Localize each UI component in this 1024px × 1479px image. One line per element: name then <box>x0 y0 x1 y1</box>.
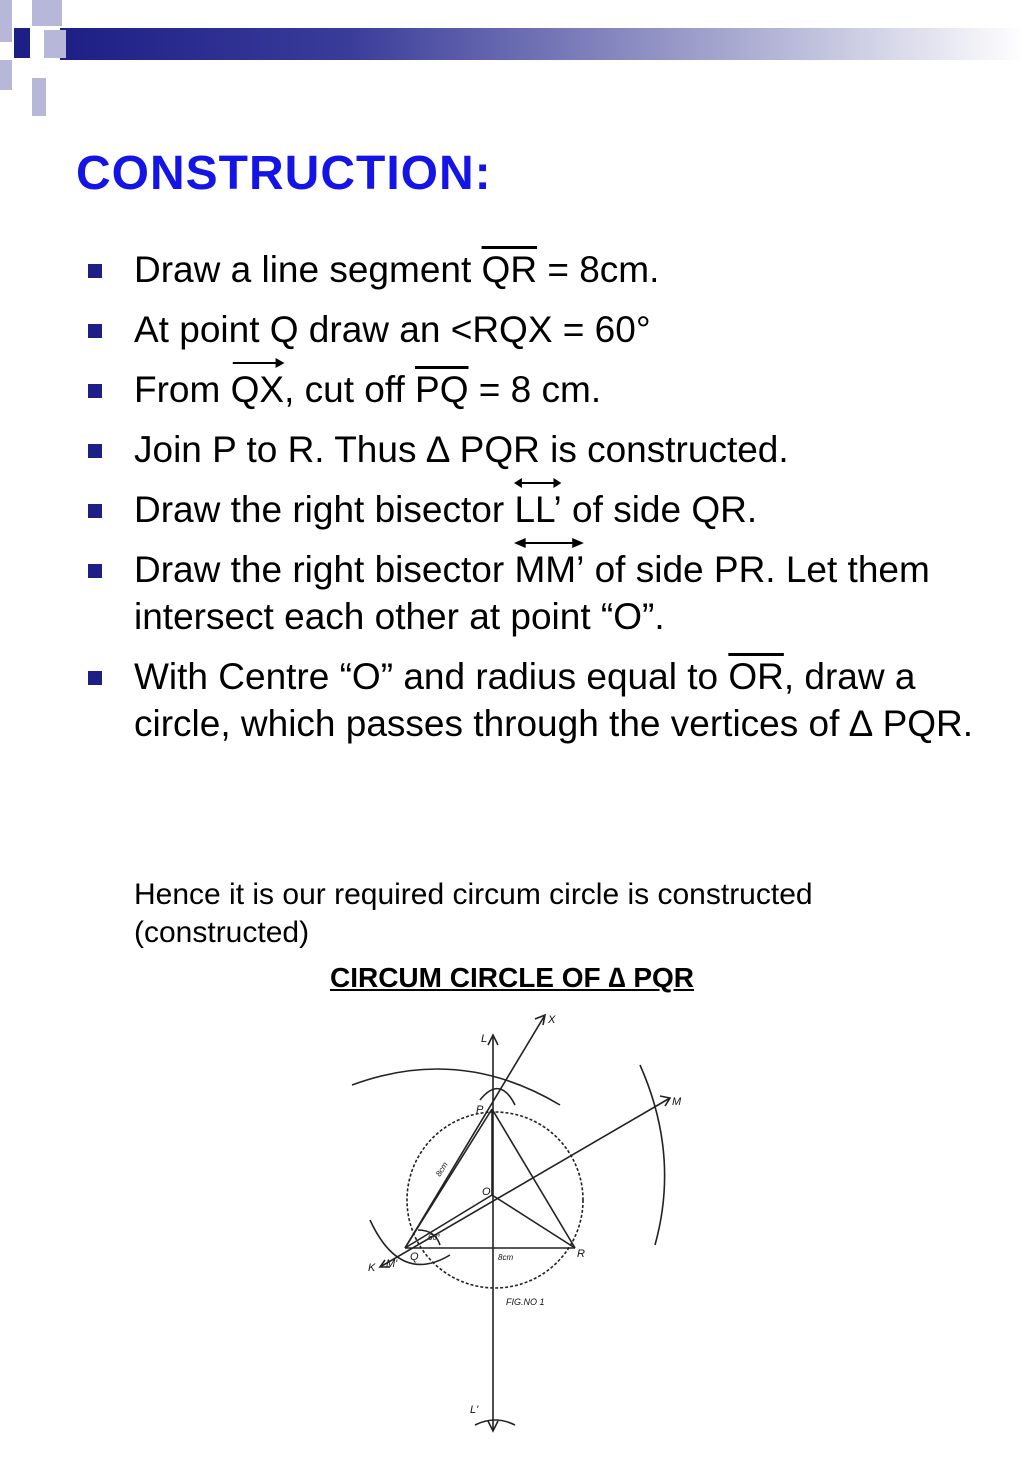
double-arrow-icon <box>514 536 584 550</box>
label-x: X <box>548 1014 556 1026</box>
line-symbol: MM’ <box>514 546 584 593</box>
deco-square <box>32 0 62 26</box>
list-item: Draw the right bisector LL’ of side QR. <box>86 486 986 533</box>
radius-oq <box>405 1195 492 1248</box>
square-bullet-icon <box>88 384 102 398</box>
side-pr <box>492 1109 575 1248</box>
label-l: L <box>481 1033 488 1045</box>
label-base: 8cm <box>498 1253 514 1262</box>
deco-square <box>32 78 46 116</box>
square-bullet-icon <box>88 324 102 338</box>
label-o: O <box>482 1186 491 1198</box>
deco-square <box>0 0 12 42</box>
square-bullet-icon <box>88 264 102 278</box>
deco-square <box>44 30 66 58</box>
radius-or <box>492 1195 575 1248</box>
header-gradient-bar <box>60 28 1024 60</box>
square-bullet-icon <box>88 504 102 518</box>
page-title: CONSTRUCTION: <box>76 147 492 200</box>
label-side: 8cm <box>434 1160 450 1179</box>
label-k: K <box>368 1262 376 1274</box>
label-m-prime: M' <box>386 1258 398 1270</box>
figure-caption: CIRCUM CIRCLE OF ∆ PQR <box>329 962 694 993</box>
label-p: P <box>476 1104 484 1116</box>
square-bullet-icon <box>88 444 102 458</box>
ray-symbol: QX <box>231 366 284 413</box>
square-bullet-icon <box>88 564 102 578</box>
conclusion-note: Hence it is our required circum circle is constructed (constructed) <box>134 878 813 949</box>
right-arrow-icon <box>231 356 284 370</box>
line-symbol: LL’ <box>514 486 561 533</box>
label-m: M <box>672 1096 682 1108</box>
arc-right <box>640 1065 665 1245</box>
list-item: From QX, cut off $\overline{PQ} = 8$ cm. <box>86 366 986 413</box>
label-angle: 60° <box>428 1233 441 1242</box>
list-item: Draw the right bisector MM’ of side PR. Let them intersect each other at point “O”. <box>86 546 986 640</box>
square-bullet-icon <box>88 671 102 685</box>
bisector-mm <box>380 1098 670 1267</box>
label-r: R <box>577 1248 585 1260</box>
deco-square <box>14 28 30 58</box>
list-item: Draw a line segment $\overline{QR} = 8cm$. <box>86 246 986 293</box>
arc-large <box>352 1069 560 1105</box>
arc-top <box>480 1089 515 1105</box>
list-item: With Centre “O” and radius equal to $\overline{OR}$, draw a circle, which passes through the vertices of ∆ PQR. <box>86 653 986 747</box>
circumcircle-figure <box>340 1005 720 1445</box>
arc-bottom <box>475 1420 515 1425</box>
label-l-prime: L' <box>470 1404 479 1416</box>
list-item: At point Q draw an <RQX = 60° <box>86 306 986 353</box>
label-fig: FIG.NO 1 <box>506 1297 545 1307</box>
list-item: Join P to R. Thus ∆ PQR is constructed. <box>86 426 986 473</box>
label-q: Q <box>410 1251 419 1263</box>
deco-square <box>0 60 12 90</box>
double-arrow-icon <box>514 476 561 490</box>
construction-steps <box>86 246 986 760</box>
